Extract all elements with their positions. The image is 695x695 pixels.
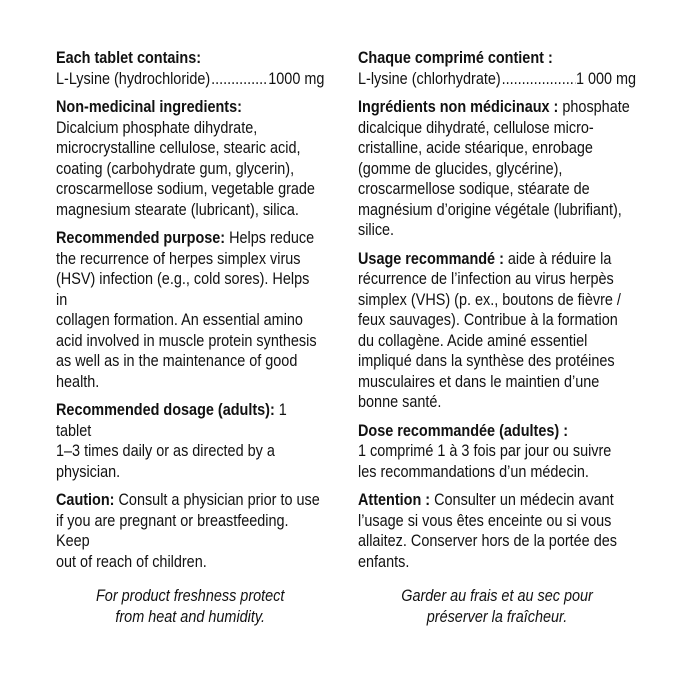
text-line: Garder au frais et au sec pour [401, 587, 593, 605]
text-line: as well as in the maintenance of good [56, 352, 298, 370]
text-line: impliqué dans la synthèse des protéines [358, 352, 615, 370]
caution-section [56, 490, 324, 572]
caution-heading: Caution: [56, 491, 115, 509]
english-column [56, 48, 324, 627]
text-line: magnesium stearate (lubricant), silica. [56, 200, 299, 219]
text-line: Dicalcium phosphate dihydrate, [56, 118, 258, 137]
caution-section [358, 490, 636, 572]
text-line: coating (carbohydrate gum, glycerin), [56, 159, 295, 178]
non-medicinal-section [358, 97, 636, 241]
ingredient-row [56, 69, 324, 90]
text-line: feux sauvages). Contribue à la formation [358, 311, 618, 329]
text-line: from heat and humidity. [115, 607, 266, 626]
text-line: musculaires et dans le maintien d’une [358, 372, 600, 391]
text-line: health. [56, 372, 100, 391]
text-line: simplex (VHS) (p. ex., boutons de fièvre / [358, 290, 621, 309]
dosage-heading: Dose recommandée (adultes) : [358, 421, 569, 440]
dosage-heading: Recommended dosage (adults): [56, 401, 275, 419]
text-line: microcrystalline cellulose, stearic acid, [56, 139, 301, 157]
ingredient-name: L-Lysine (hydrochloride) [56, 69, 211, 88]
text-line: 1 comprimé 1 à 3 fois par jour ou suivre [358, 442, 612, 460]
text-line: silice. [358, 221, 395, 239]
storage-note [56, 586, 324, 627]
dot-leader [502, 69, 575, 90]
text-line: l’usage si vous êtes enceinte ou si vous [358, 511, 612, 530]
contains-heading: Each tablet contains: [56, 49, 202, 67]
contains-heading: Chaque comprimé contient : [358, 49, 553, 67]
text-line: collagen formation. An essential amino [56, 311, 303, 329]
dosage-section [358, 421, 636, 483]
text-line: 1–3 times daily or as directed by a [56, 442, 275, 460]
caution-heading: Attention : [358, 491, 431, 509]
text-line: allaitez. Conserver hors de la portée des [358, 532, 617, 550]
purpose-first-text: aide à réduire la [503, 249, 612, 268]
ingredient-name: L-lysine (chlorhydrate) [358, 69, 501, 88]
dot-leader [211, 69, 267, 90]
text-line: les recommandations d’un médecin. [358, 462, 589, 481]
contains-section [56, 48, 324, 89]
text-line [56, 228, 324, 249]
text-line: For product freshness protect [95, 587, 285, 605]
text-line: physician. [56, 462, 121, 481]
contains-section [358, 48, 636, 89]
ingredient-row [358, 69, 636, 90]
non-medicinal-section [56, 97, 324, 220]
text-line: out of reach of children. [56, 552, 207, 571]
non-medicinal-heading: Ingrédients non médicinaux : [358, 98, 559, 116]
purpose-section [358, 249, 636, 413]
text-line [56, 400, 324, 441]
storage-note [358, 586, 636, 627]
text-line [358, 97, 636, 118]
purpose-heading: Usage recommandé : [358, 249, 504, 268]
purpose-first-text: Helps reduce [225, 229, 315, 247]
text-line: du collagène. Acide aminé essentiel [358, 331, 588, 350]
text-line: magnésium d’origine végétale (lubrifiant), [358, 200, 622, 219]
text-line: (HSV) infection (e.g., cold sores). Helps in [56, 270, 310, 309]
text-line: récurrence de l’infection au virus herpès [358, 270, 614, 288]
text-line: if you are pregnant or breastfeeding. Keep [56, 511, 289, 550]
text-line: croscarmellose sodique, stéarate de [358, 180, 590, 198]
caution-first-text: Consult a physician prior to use [114, 491, 320, 509]
text-line [358, 490, 636, 511]
text-line: the recurrence of herpes simplex virus [56, 249, 301, 268]
text-line: enfants. [358, 552, 410, 571]
non-medicinal-heading: Non-medicinal ingredients: [56, 98, 242, 116]
caution-first-text: Consulter un médecin avant [430, 491, 614, 509]
text-line [358, 249, 636, 270]
text-line: bonne santé. [358, 393, 442, 411]
non-medicinal-first-text: phosphate [558, 98, 630, 116]
text-line: cristalline, acide stéarique, enrobage [358, 139, 593, 157]
purpose-heading: Recommended purpose: [56, 229, 226, 247]
text-line: dicalcique dihydraté, cellulose micro- [358, 118, 594, 137]
dosage-first-text: 1 tablet [56, 401, 287, 440]
text-line: acid involved in muscle protein synthesis [56, 331, 317, 350]
text-line: croscarmellose sodium, vegetable grade [56, 180, 315, 198]
french-column [358, 48, 636, 627]
text-line: préserver la fraîcheur. [426, 607, 568, 626]
text-line [56, 490, 324, 511]
purpose-section [56, 228, 324, 392]
ingredient-amount: 1 000 mg [575, 69, 637, 88]
ingredient-amount: 1000 mg [268, 69, 325, 88]
dosage-section [56, 400, 324, 482]
text-line: (gomme de glucides, glycérine), [358, 159, 563, 178]
